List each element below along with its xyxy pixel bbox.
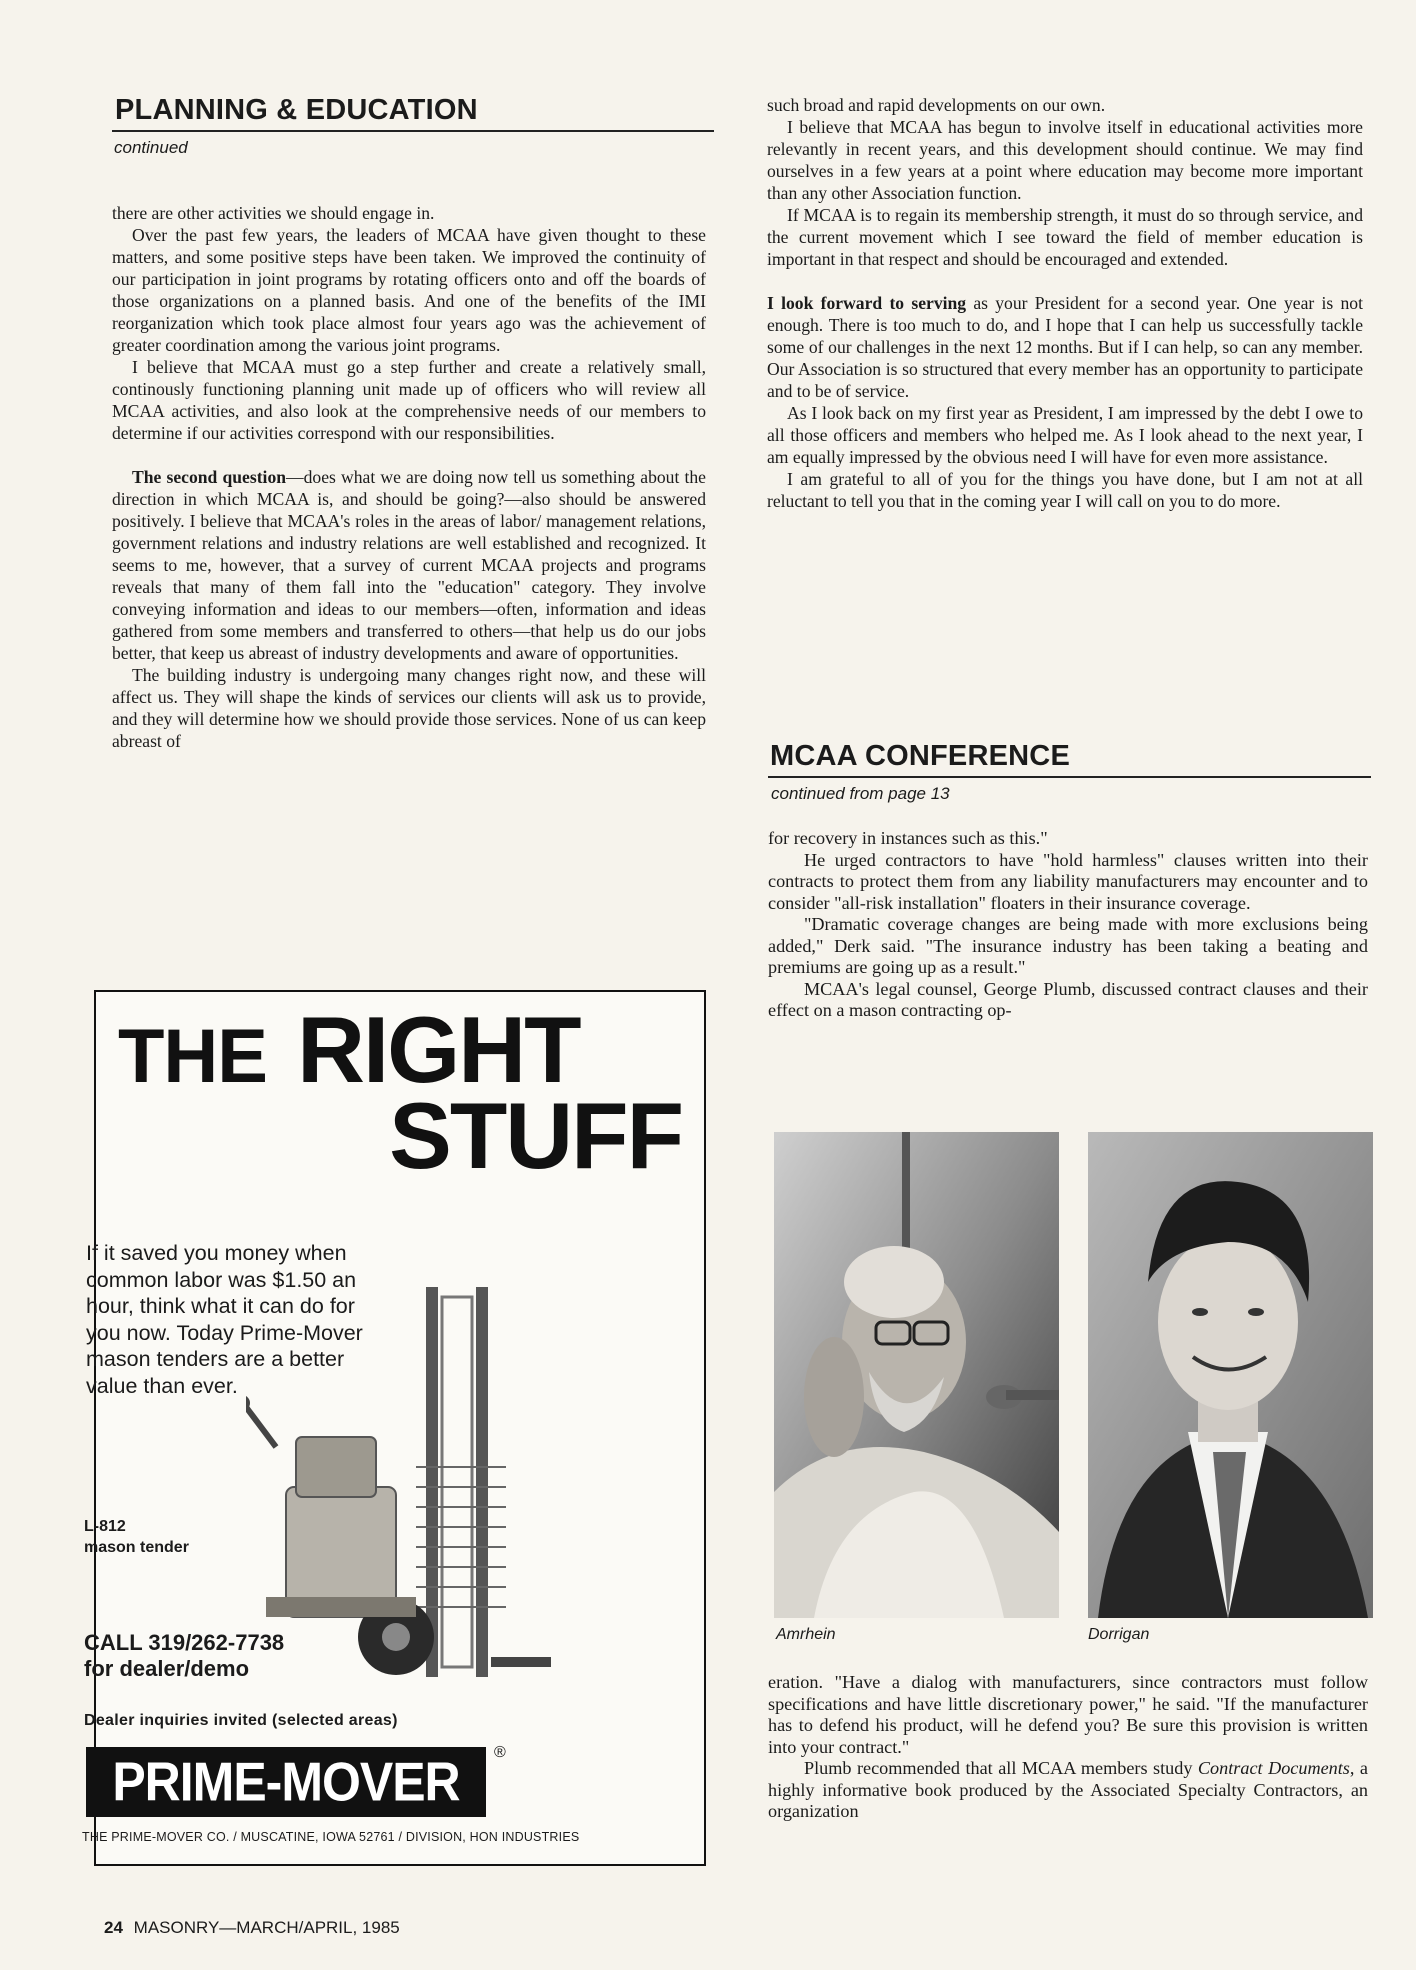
portrait-image	[1088, 1132, 1373, 1618]
page-footer	[104, 1918, 400, 1938]
photo-amrhein	[774, 1132, 1059, 1618]
planning-title-rule	[112, 130, 714, 132]
ad-brand-logo	[86, 1747, 486, 1817]
mason-tender-illustration	[246, 1287, 556, 1697]
paragraph: He urged contractors to have "hold harmless" clauses written into their contracts to protect them from any liability manufacturers may encounter and to consider "all-risk installation" floaters in their insurance coverage.	[768, 849, 1368, 913]
ad-brand-name: PRIME-MOVER	[112, 1751, 460, 1813]
conference-subtitle: continued from page 13	[771, 784, 950, 803]
paragraph: there are other activities we should engage in.	[112, 203, 435, 223]
registered-mark: ®	[494, 1744, 506, 1761]
ad-dealer-inquiries: Dealer inquiries invited (selected areas)	[84, 1712, 398, 1729]
conference-title-rule	[768, 776, 1371, 778]
planning-left-column	[112, 202, 706, 752]
advertisement-prime-mover	[82, 990, 706, 1866]
paragraph: Over the past few years, the leaders of MCAA have given thought to these matters, and some positive steps have been taken. We improved the continuity of our participation in joint programs by rotating officers onto and off the boards of those organizations on a planned basis. And one of the benefits of the IMI reorganization which took place almost four years ago was the achievement of greater coordination among the various joint programs.	[112, 225, 706, 355]
paragraph	[768, 1758, 1368, 1823]
ad-copy-line: common labor was $1.50 an	[86, 1267, 357, 1292]
paragraph: The building industry is undergoing many changes right now, and these will affect us. They will shape the kinds of services our clients will ask us to provide, and they will determine how we should provide those services. None of us can keep abreast of	[112, 665, 706, 751]
paragraph: MCAA's legal counsel, George Plumb, discussed contract clauses and their effect on a mason contracting op-	[768, 978, 1368, 1020]
caption-right: Dorrigan	[1088, 1626, 1150, 1643]
caption-left: Amrhein	[776, 1626, 836, 1643]
paragraph: eration. "Have a dialog with manufacturers, since contractors must follow specifications and have little discretionary power," he said. "If the manufacturer has to defend his product, will he defend you? Be sure this provision is written into your contract."	[768, 1672, 1368, 1757]
ad-model-number: L-812	[84, 1518, 126, 1535]
paragraph-text: Plumb recommended that all MCAA members study	[804, 1758, 1198, 1778]
ad-copy-line: you now. Today Prime-Mover	[86, 1320, 363, 1345]
paragraph: such broad and rapid developments on our own.	[767, 95, 1106, 115]
ad-company-line: THE PRIME-MOVER CO. / MUSCATINE, IOWA 52761 / DIVISION, HON INDUSTRIES	[82, 1830, 580, 1844]
planning-right-column	[767, 94, 1363, 512]
paragraph: I believe that MCAA must go a step further and create a relatively small, continously functioning planning unit made up of officers who will review all MCAA activities, and also look at the comprehensive needs of our members to determine if our activities correspond with our responsibilities.	[112, 357, 706, 443]
paragraph: If MCAA is to regain its membership strength, it must do so through service, and the current movement which I see toward the field of member education is important in that respect and should be encouraged and extended.	[767, 205, 1363, 269]
ad-copy-line: mason tenders are a better	[86, 1347, 345, 1371]
photo-dorrigan	[1088, 1132, 1373, 1618]
ad-copy-line: hour, think what it can do for	[86, 1294, 355, 1318]
forklift-drawing	[246, 1287, 556, 1697]
ad-call-number: CALL 319/262-7738	[84, 1630, 285, 1655]
planning-section-title: PLANNING & EDUCATION	[115, 94, 478, 126]
paragraph: for recovery in instances such as this."	[768, 828, 1048, 848]
ad-copy-line: value than ever.	[86, 1373, 238, 1398]
paragraph-text: , a highly informative book produced by the Associated Specialty Contractors, an organization	[768, 1758, 1368, 1821]
conference-text-bottom	[768, 1672, 1368, 1823]
paragraph	[112, 466, 706, 664]
conference-section-title: MCAA CONFERENCE	[770, 740, 1070, 772]
book-title: Contract Documents	[1197, 1758, 1350, 1778]
lead-in: I look forward to serving	[767, 293, 967, 313]
ad-headline-stuff: STUFF	[389, 1083, 682, 1188]
paragraph	[767, 292, 1363, 402]
ad-model-description: mason tender	[84, 1539, 189, 1556]
paragraph: I believe that MCAA has begun to involve itself in educational activities more relevantly in recent years, and this development should continue. We may find ourselves in a few years at a point where education may become more important than any other Association function.	[767, 117, 1363, 203]
conference-text-top	[768, 828, 1368, 1022]
paragraph-text: as your President for a second year. One year is not enough. There is too much to do, and I hope that I can help us successfully tackle some of our challenges in the next 12 months. But if I can help, so can any member. Our Association is so structured that every member has an opportunity to participate and to be of service.	[767, 293, 1363, 401]
paragraph: I am grateful to all of you for the things you have done, but I am not at all reluctant to tell you that in the coming year I will call on you to do more.	[767, 469, 1363, 511]
paragraph-text: —does what we are doing now tell us something about the direction in which MCAA is, and should be going?—also should be answered positively. I believe that MCAA's roles in the areas of labor/ management relations, government relations and industry relations are well established and recognized. It seems to me, however, that a survey of current MCAA projects and programs reveals that many of them fall into the "education" category. They involve conveying information and ideas to our members—often, information and ideas gathered from some members and transferred to others—that help us do our jobs better, that keep us abreast of industry developments and aware of opportunities.	[112, 467, 706, 663]
ad-headline-the: THE	[118, 1014, 267, 1099]
page-number: 24	[104, 1918, 123, 1937]
publication-line: MASONRY—MARCH/APRIL, 1985	[133, 1918, 400, 1937]
ad-call-subtext: for dealer/demo	[84, 1656, 250, 1681]
planning-subtitle: continued	[114, 138, 188, 157]
paragraph: As I look back on my first year as President, I am impressed by the debt I owe to all those officers and members who helped me. As I look ahead to the next year, I am equally impressed by the obvious need I will have for even more assistance.	[767, 403, 1363, 467]
portrait-image	[774, 1132, 1059, 1618]
ad-copy-line: If it saved you money when	[86, 1241, 347, 1265]
lead-in: The second question	[132, 467, 287, 487]
ad-headline-right: RIGHT	[297, 997, 580, 1102]
paragraph: "Dramatic coverage changes are being made with more exclusions being added," Derk said. "The insurance industry has been taking a beating and premiums are going up as a result."	[768, 914, 1368, 977]
